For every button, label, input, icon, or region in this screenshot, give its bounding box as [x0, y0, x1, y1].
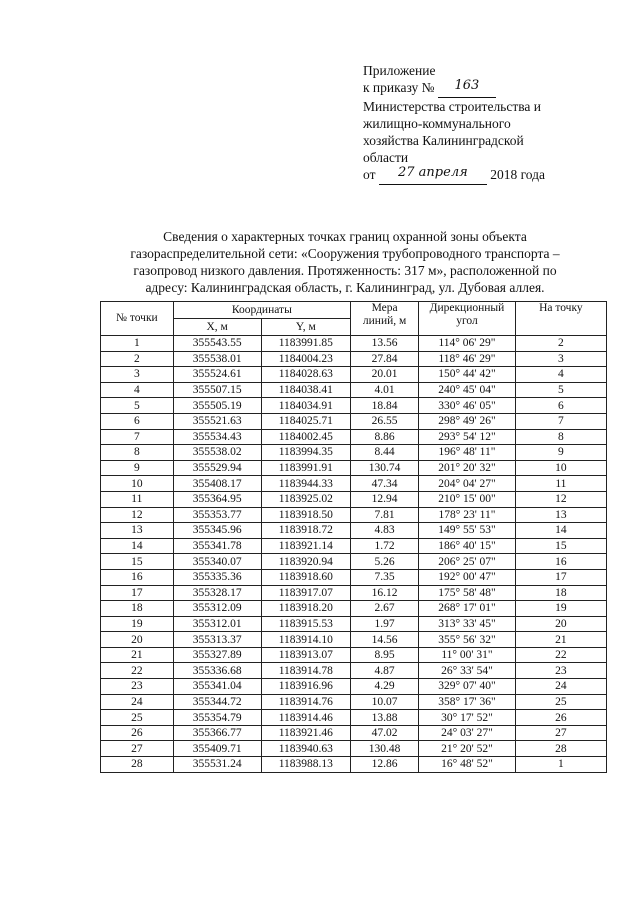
- cell-line-length: 4.87: [350, 663, 418, 679]
- table-row: [101, 460, 607, 476]
- cell-point-number: 3: [101, 367, 174, 383]
- cell-line-length: 47.34: [350, 476, 418, 492]
- cell-line-length: 5.26: [350, 554, 418, 570]
- header-angle-line-2: угол: [456, 315, 478, 327]
- cell-direction-angle: 150° 44' 42": [419, 367, 516, 383]
- cell-point-number: 25: [101, 710, 174, 726]
- cell-y-coordinate: 1183914.46: [261, 710, 350, 726]
- cell-x-coordinate: 355521.63: [173, 413, 261, 429]
- cell-direction-angle: 240° 45' 04": [419, 382, 516, 398]
- cell-y-coordinate: 1184028.63: [261, 367, 350, 383]
- table-row: [101, 336, 607, 352]
- heading-line-1: Сведения о характерных точках границ охранной зоны объекта: [163, 229, 527, 244]
- cell-to-point: 25: [515, 694, 606, 710]
- table-row: [101, 710, 607, 726]
- table-row: [101, 445, 607, 461]
- cell-direction-angle: 26° 33' 54": [419, 663, 516, 679]
- cell-line-length: 13.56: [350, 336, 418, 352]
- heading-line-2: газораспределительной сети: «Сооружения трубопроводного транспорта –: [130, 246, 560, 261]
- cell-to-point: 24: [515, 679, 606, 695]
- cell-y-coordinate: 1183991.85: [261, 336, 350, 352]
- cell-y-coordinate: 1183918.50: [261, 507, 350, 523]
- table-row: [101, 554, 607, 570]
- cell-to-point: 20: [515, 616, 606, 632]
- header-x: X, м: [173, 319, 261, 336]
- ministry-line-3: хозяйства Калининградской: [363, 133, 524, 148]
- table-row: [101, 476, 607, 492]
- cell-x-coordinate: 355538.01: [173, 351, 261, 367]
- cell-direction-angle: 206° 25' 07": [419, 554, 516, 570]
- cell-to-point: 11: [515, 476, 606, 492]
- cell-direction-angle: 175° 58' 48": [419, 585, 516, 601]
- table-row: [101, 725, 607, 741]
- cell-line-length: 12.86: [350, 757, 418, 773]
- header-to-point: На точку: [515, 302, 606, 336]
- cell-x-coordinate: 355409.71: [173, 741, 261, 757]
- cell-x-coordinate: 355538.02: [173, 445, 261, 461]
- date-handwritten: 27 апреля: [398, 165, 468, 180]
- cell-line-length: 16.12: [350, 585, 418, 601]
- cell-to-point: 13: [515, 507, 606, 523]
- cell-y-coordinate: 1183917.07: [261, 585, 350, 601]
- cell-x-coordinate: 355341.04: [173, 679, 261, 695]
- cell-y-coordinate: 1184025.71: [261, 413, 350, 429]
- heading-line-3: газопровод низкого давления. Протяженность: 317 м», расположенной по: [133, 263, 557, 278]
- cell-y-coordinate: 1183988.13: [261, 757, 350, 773]
- cell-to-point: 10: [515, 460, 606, 476]
- cell-to-point: 8: [515, 429, 606, 445]
- cell-y-coordinate: 1183991.91: [261, 460, 350, 476]
- cell-line-length: 2.67: [350, 601, 418, 617]
- cell-direction-angle: 178° 23' 11": [419, 507, 516, 523]
- cell-x-coordinate: 355543.55: [173, 336, 261, 352]
- heading-line-4: адресу: Калининградская область, г. Калининград, ул. Дубовая аллея.: [145, 280, 545, 295]
- cell-point-number: 1: [101, 336, 174, 352]
- table-row: [101, 694, 607, 710]
- cell-line-length: 4.01: [350, 382, 418, 398]
- cell-y-coordinate: 1183920.94: [261, 554, 350, 570]
- cell-to-point: 17: [515, 569, 606, 585]
- cell-line-length: 26.55: [350, 413, 418, 429]
- cell-direction-angle: 21° 20' 52": [419, 741, 516, 757]
- order-prefix: к приказу №: [363, 80, 435, 95]
- cell-y-coordinate: 1183914.10: [261, 632, 350, 648]
- document-heading: [100, 228, 590, 296]
- cell-x-coordinate: 355336.68: [173, 663, 261, 679]
- cell-direction-angle: 11° 00' 31": [419, 647, 516, 663]
- cell-to-point: 23: [515, 663, 606, 679]
- cell-y-coordinate: 1184038.41: [261, 382, 350, 398]
- table-row: [101, 585, 607, 601]
- cell-point-number: 4: [101, 382, 174, 398]
- cell-line-length: 4.29: [350, 679, 418, 695]
- cell-direction-angle: 329° 07' 40": [419, 679, 516, 695]
- cell-line-length: 4.83: [350, 523, 418, 539]
- header-y: Y, м: [261, 319, 350, 336]
- cell-to-point: 22: [515, 647, 606, 663]
- cell-to-point: 18: [515, 585, 606, 601]
- cell-to-point: 9: [515, 445, 606, 461]
- order-number-handwritten: 163: [454, 78, 480, 93]
- cell-x-coordinate: 355341.78: [173, 538, 261, 554]
- cell-y-coordinate: 1183914.78: [261, 663, 350, 679]
- table-row: [101, 616, 607, 632]
- cell-point-number: 13: [101, 523, 174, 539]
- cell-direction-angle: 268° 17' 01": [419, 601, 516, 617]
- cell-point-number: 14: [101, 538, 174, 554]
- cell-y-coordinate: 1183918.60: [261, 569, 350, 585]
- table-row: [101, 647, 607, 663]
- ministry-line-4: области: [363, 150, 409, 165]
- cell-y-coordinate: 1183940.63: [261, 741, 350, 757]
- cell-line-length: 14.56: [350, 632, 418, 648]
- table-row: [101, 757, 607, 773]
- cell-x-coordinate: 355505.19: [173, 398, 261, 414]
- cell-line-length: 20.01: [350, 367, 418, 383]
- cell-line-length: 8.44: [350, 445, 418, 461]
- appendix-block: [363, 62, 613, 185]
- order-reference: [363, 79, 613, 98]
- table-row: [101, 523, 607, 539]
- cell-line-length: 1.72: [350, 538, 418, 554]
- table-row: [101, 632, 607, 648]
- cell-point-number: 10: [101, 476, 174, 492]
- cell-point-number: 5: [101, 398, 174, 414]
- cell-point-number: 23: [101, 679, 174, 695]
- cell-line-length: 27.84: [350, 351, 418, 367]
- cell-to-point: 1: [515, 757, 606, 773]
- cell-direction-angle: 355° 56' 32": [419, 632, 516, 648]
- cell-direction-angle: 24° 03' 27": [419, 725, 516, 741]
- cell-point-number: 28: [101, 757, 174, 773]
- cell-point-number: 21: [101, 647, 174, 663]
- table-row: [101, 398, 607, 414]
- cell-y-coordinate: 1183916.96: [261, 679, 350, 695]
- cell-to-point: 7: [515, 413, 606, 429]
- table-row: [101, 601, 607, 617]
- cell-to-point: 21: [515, 632, 606, 648]
- cell-to-point: 14: [515, 523, 606, 539]
- cell-x-coordinate: 355524.61: [173, 367, 261, 383]
- cell-x-coordinate: 355531.24: [173, 757, 261, 773]
- table-row: [101, 429, 607, 445]
- cell-point-number: 17: [101, 585, 174, 601]
- cell-x-coordinate: 355366.77: [173, 725, 261, 741]
- cell-x-coordinate: 355507.15: [173, 382, 261, 398]
- table-row: [101, 663, 607, 679]
- cell-to-point: 16: [515, 554, 606, 570]
- table-row: [101, 507, 607, 523]
- cell-point-number: 12: [101, 507, 174, 523]
- table-row: [101, 679, 607, 695]
- cell-y-coordinate: 1184004.23: [261, 351, 350, 367]
- cell-x-coordinate: 355312.01: [173, 616, 261, 632]
- cell-line-length: 8.95: [350, 647, 418, 663]
- cell-point-number: 9: [101, 460, 174, 476]
- cell-to-point: 15: [515, 538, 606, 554]
- cell-y-coordinate: 1183914.76: [261, 694, 350, 710]
- order-number-field: [438, 79, 496, 98]
- cell-to-point: 4: [515, 367, 606, 383]
- cell-direction-angle: 358° 17' 36": [419, 694, 516, 710]
- cell-x-coordinate: 355529.94: [173, 460, 261, 476]
- cell-y-coordinate: 1183918.72: [261, 523, 350, 539]
- cell-point-number: 22: [101, 663, 174, 679]
- table-row: [101, 367, 607, 383]
- cell-direction-angle: 298° 49' 26": [419, 413, 516, 429]
- cell-x-coordinate: 355364.95: [173, 491, 261, 507]
- cell-line-length: 18.84: [350, 398, 418, 414]
- table-row: [101, 413, 607, 429]
- cell-direction-angle: 149° 55' 53": [419, 523, 516, 539]
- cell-line-length: 12.94: [350, 491, 418, 507]
- cell-line-length: 130.48: [350, 741, 418, 757]
- cell-point-number: 16: [101, 569, 174, 585]
- date-field: [379, 166, 487, 185]
- cell-point-number: 8: [101, 445, 174, 461]
- cell-to-point: 28: [515, 741, 606, 757]
- cell-line-length: 10.07: [350, 694, 418, 710]
- cell-direction-angle: 330° 46' 05": [419, 398, 516, 414]
- cell-x-coordinate: 355335.36: [173, 569, 261, 585]
- cell-to-point: 27: [515, 725, 606, 741]
- header-line-length: [350, 302, 418, 336]
- cell-point-number: 24: [101, 694, 174, 710]
- cell-to-point: 19: [515, 601, 606, 617]
- cell-line-length: 1.97: [350, 616, 418, 632]
- cell-y-coordinate: 1183994.35: [261, 445, 350, 461]
- cell-direction-angle: 16° 48' 52": [419, 757, 516, 773]
- cell-direction-angle: 192° 00' 47": [419, 569, 516, 585]
- cell-y-coordinate: 1183921.14: [261, 538, 350, 554]
- cell-x-coordinate: 355327.89: [173, 647, 261, 663]
- cell-to-point: 2: [515, 336, 606, 352]
- date-suffix: 2018 года: [490, 167, 546, 182]
- header-angle-line-1: Дирекционный: [429, 302, 505, 314]
- cell-point-number: 26: [101, 725, 174, 741]
- cell-x-coordinate: 355408.17: [173, 476, 261, 492]
- cell-direction-angle: 313° 33' 45": [419, 616, 516, 632]
- header-length-line-2: линий, м: [362, 315, 407, 327]
- cell-point-number: 18: [101, 601, 174, 617]
- cell-y-coordinate: 1183913.07: [261, 647, 350, 663]
- cell-point-number: 20: [101, 632, 174, 648]
- cell-x-coordinate: 355313.37: [173, 632, 261, 648]
- cell-to-point: 5: [515, 382, 606, 398]
- ministry-line-2: жилищно-коммунального: [363, 116, 511, 131]
- cell-line-length: 7.81: [350, 507, 418, 523]
- boundary-points-table: [100, 301, 607, 773]
- cell-x-coordinate: 355328.17: [173, 585, 261, 601]
- cell-point-number: 6: [101, 413, 174, 429]
- table-row: [101, 491, 607, 507]
- cell-direction-angle: 114° 06' 29": [419, 336, 516, 352]
- cell-y-coordinate: 1183925.02: [261, 491, 350, 507]
- table-row: [101, 351, 607, 367]
- cell-direction-angle: 293° 54' 12": [419, 429, 516, 445]
- order-date: [363, 166, 613, 185]
- table-row: [101, 538, 607, 554]
- table-row: [101, 382, 607, 398]
- date-prefix: от: [363, 167, 376, 182]
- cell-y-coordinate: 1183918.20: [261, 601, 350, 617]
- cell-line-length: 8.86: [350, 429, 418, 445]
- cell-x-coordinate: 355345.96: [173, 523, 261, 539]
- cell-direction-angle: 118° 46' 29": [419, 351, 516, 367]
- cell-direction-angle: 30° 17' 52": [419, 710, 516, 726]
- cell-y-coordinate: 1183921.46: [261, 725, 350, 741]
- cell-point-number: 2: [101, 351, 174, 367]
- cell-point-number: 11: [101, 491, 174, 507]
- cell-direction-angle: 204° 04' 27": [419, 476, 516, 492]
- cell-to-point: 26: [515, 710, 606, 726]
- cell-y-coordinate: 1184034.91: [261, 398, 350, 414]
- cell-to-point: 12: [515, 491, 606, 507]
- cell-line-length: 130.74: [350, 460, 418, 476]
- header-direction-angle: [419, 302, 516, 336]
- cell-line-length: 13.88: [350, 710, 418, 726]
- ministry-line-1: Министерства строительства и: [363, 99, 542, 114]
- cell-y-coordinate: 1183944.33: [261, 476, 350, 492]
- header-length-line-1: Мера: [371, 302, 398, 314]
- cell-x-coordinate: 355312.09: [173, 601, 261, 617]
- appendix-title: Приложение: [363, 63, 436, 78]
- cell-x-coordinate: 355340.07: [173, 554, 261, 570]
- cell-y-coordinate: 1184002.45: [261, 429, 350, 445]
- table-row: [101, 741, 607, 757]
- cell-direction-angle: 186° 40' 15": [419, 538, 516, 554]
- cell-to-point: 6: [515, 398, 606, 414]
- cell-line-length: 7.35: [350, 569, 418, 585]
- cell-direction-angle: 210° 15' 00": [419, 491, 516, 507]
- cell-x-coordinate: 355344.72: [173, 694, 261, 710]
- cell-x-coordinate: 355354.79: [173, 710, 261, 726]
- cell-x-coordinate: 355534.43: [173, 429, 261, 445]
- table-row: [101, 569, 607, 585]
- header-point-number: № точки: [101, 302, 174, 336]
- cell-direction-angle: 201° 20' 32": [419, 460, 516, 476]
- cell-point-number: 19: [101, 616, 174, 632]
- cell-line-length: 47.02: [350, 725, 418, 741]
- cell-y-coordinate: 1183915.53: [261, 616, 350, 632]
- cell-direction-angle: 196° 48' 11": [419, 445, 516, 461]
- cell-to-point: 3: [515, 351, 606, 367]
- cell-x-coordinate: 355353.77: [173, 507, 261, 523]
- header-coordinates: Координаты: [173, 302, 350, 319]
- cell-point-number: 27: [101, 741, 174, 757]
- cell-point-number: 15: [101, 554, 174, 570]
- cell-point-number: 7: [101, 429, 174, 445]
